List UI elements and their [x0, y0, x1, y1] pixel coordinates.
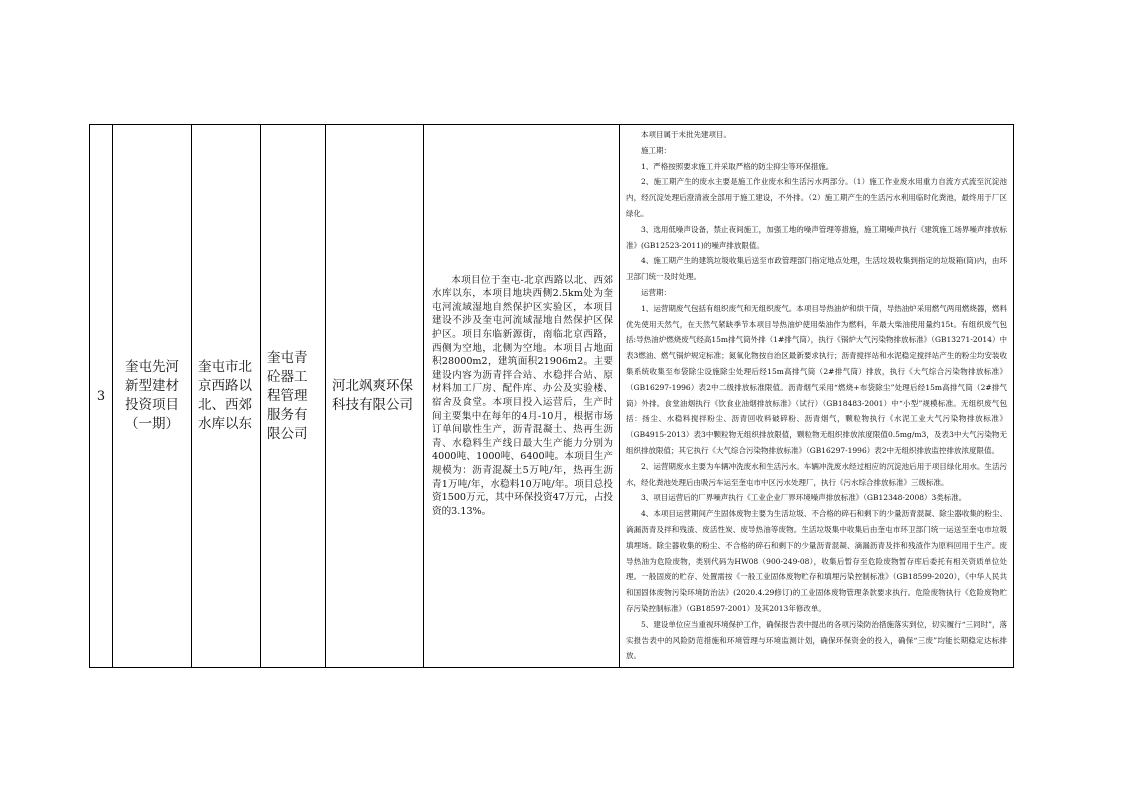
measures-cell: [620, 125, 1014, 668]
measure-paragraph: 5、建设单位应当重视环境保护工作，确保报告表中提出的各项污染防治措施落实到位，切实履行“三同时”，落实报告表中的风险防范措施和环境管理与环境监测计划，确保环保资金的投入，确保“三废”均能长期稳定达标排放。: [626, 619, 1007, 661]
measure-paragraph: 3、项目运营后的厂界噪声执行《工业企业厂界环境噪声排放标准》（GB12348-2008）3类标准。: [641, 493, 967, 503]
measure-paragraph: 施工期：: [641, 145, 671, 155]
agency-cell: 河北飒爽环保科技有限公司: [326, 125, 424, 668]
measure-paragraph: 运营期：: [641, 287, 671, 297]
summary-text: 本项目位于奎屯-北京西路以北、西郊水库以东，本项目地块西侧2.5km处为奎屯河流域湿地自然保护区实验区，本项目建设不涉及奎屯河流域湿地自然保护区保护区。项目东临新源街，南临北京西路，西侧为空地，北侧为空地。本项目占地面积28000m2，建筑面积21906m2。主要建设内容为沥青拌合站、水稳拌合站、原材料加工厂房、配件库、办公及实验楼、宿舍及食堂。本项目投入运营后，生产时间主要集中在每年的4月-10月，根据市场订单间歇性生产，沥青混凝土、热再生沥青、水稳料生产线日最大生产能力分别为4000吨、1000吨、6400吨。本项目生产规模为：沥青混凝土5万吨/年，热再生沥青1万吨/年，水稳料10万吨/年。项目总投资1500万元，其中环保投资47万元，占投资的3.13%。: [432, 274, 613, 517]
location-cell: 奎屯市北京西路以北、西郊水库以东: [192, 125, 261, 668]
summary-cell: [424, 125, 620, 668]
project-table: [89, 124, 1014, 668]
project-name-cell: 奎屯先河新型建材投资项目（一期）: [113, 125, 192, 668]
row-index: 3: [90, 125, 113, 668]
measure-paragraph: 本项目属于未批先建项目。: [641, 130, 731, 139]
measure-paragraph: 4、本项目运营期间产生固体废物主要为生活垃圾、不合格的碎石和剩下的少量沥青混凝、除尘器收集的粉尘、滴漏沥青及拌和残渣、废活性炭、废导热油等废物。生活垃圾集中收集后由奎屯市环卫部门统一运送至奎屯市垃圾填埋场。除尘器收集的粉尘、不合格的碎石和剩下的少量沥青混凝、滴漏沥青及拌和残渣作为原料回用于生产。废导热油为危险废物，类别代码为HW08（900-249-08），收集后暂存至危险废物暂存库后委托有相关资质单位处理。一般固废的贮存、处置需按《一般工业固体废物贮存和填埋污染控制标准》（GB18599-2020），《中华人民共和国固体废物污染环境防治法》(2020.4.29修订)的工业固体废物管理条款要求执行。危险废物执行《危险废物贮存污染控制标准》（GB18597-2001）及其2013年修改单。: [626, 509, 1007, 613]
measure-paragraph: 1、运营期废气包括有组织废气和无组织废气。本项目导热油炉和烘干筒，导热油炉采用燃气两用燃烧器，燃料优先使用天然气，在天然气紧缺季节本项目导热油炉使用柴油作为燃料，年最大柴油使用量约15t。有组织废气包括:导热油炉燃烧废气经高15m排气筒外排（1#排气筒），执行《锅炉大气污染物排放标准》（GB13271-2014）中表3燃油、燃气锅炉规定标准；氮氧化物按自治区最新要求执行；沥青搅拌站和水泥稳定搅拌站产生的粉尘均安装收集系统收集至布袋除尘设施除尘处理后经15m高排气筒（2#排气筒）排放，执行《大气综合污染物排放标准》（GB16297-1996）表2中二级排放标准限值。沥青烟气采用“燃烧+布袋除尘”处理后经15m高排气筒（2#排气筒）外排。食堂油烟执行《饮食业油烟排放标准》（试行）（GB18483-2001）中“小型”规模标准。无组织废气包括：扬尘、水稳料搅拌粉尘、沥青回收料破碎粉、沥青烟气，颗粒物执行《水泥工业大气污染物排放标准》（GB4915-2013）表3中颗粒物无组织排放限值，颗粒物无组织排放浓度限值0.5mg/m3，及表3中大气污染物无组织排放限值；其它执行《大气综合污染物排放标准》（GB16297-1996）表2中无组织排放监控排放浓度限值。: [626, 303, 1007, 455]
company-cell: 奎屯青砼器工程管理服务有限公司: [261, 125, 326, 668]
measure-paragraph: 2、施工期产生的废水主要是施工作业废水和生活污水两部分。（1）施工作业废水用重力自流方式流至沉淀池内，经沉淀处理后澄清液全部用于施工建设，不外排。（2）施工期产生的生活污水利用临时化粪池，最终用于厂区绿化。: [626, 177, 1007, 218]
table-row: [90, 125, 1014, 668]
measure-paragraph: 1、严格按照要求施工并采取严格的防尘抑尘等环保措施。: [641, 161, 834, 171]
measure-paragraph: 3、选用低噪声设备，禁止夜间施工，加强工地的噪声管理等措施，施工期噪声执行《建筑施工场界噪声排放标准》(GB12523-2011)的噪声排放限值。: [626, 224, 1007, 250]
measure-paragraph: 4、施工期产生的建筑垃圾收集后送至市政管理部门指定地点处理，生活垃圾收集到指定的垃圾箱(筒)内，由环卫部门统一及时处理。: [626, 256, 1007, 282]
measure-paragraph: 2、运营期废水主要为车辆冲洗废水和生活污水。车辆冲洗废水经过相应的沉淀池后用于项目绿化用水。生活污水，经化粪池处理后由吸污车运至奎屯市中区污水处理厂，执行《污水综合排放标准》三级标准。: [626, 461, 1007, 487]
